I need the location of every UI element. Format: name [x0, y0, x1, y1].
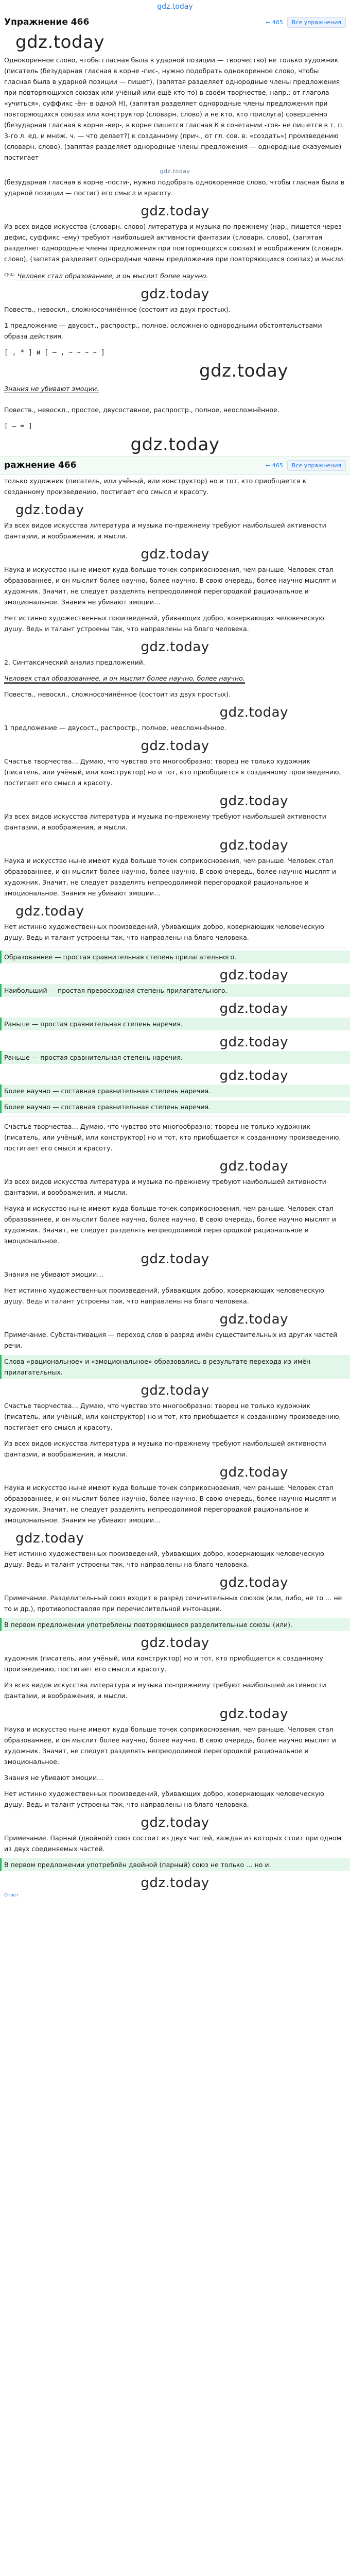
exercise-nav	[266, 17, 346, 28]
prev-exercise-link[interactable]: ← 465	[266, 19, 283, 26]
exercise-header	[0, 13, 350, 31]
paragraph: Наука и искусство ныне имеют куда больше точек соприкосновения, чем раньше. Человек стал образованнее, и он мыслит более научно, более научно. В свою очередь, более научно мыслят и художник. Значит, не следует разделять непреодолимой перегородкой рациональное и эмоциональное. Знания не убивают эмоции…	[4, 566, 336, 606]
exercise-section-2	[0, 456, 350, 474]
sentence-a: $^{сущ.}$ Человек стал образованнее, и он мыслит более научно.	[4, 272, 208, 280]
watermark: gdz.today	[141, 1251, 209, 1267]
footer-answer-link[interactable]: Ответ	[4, 1893, 19, 1899]
paragraph: только художник (писатель, или учёный, или конструктор) но и тот, кто приобщается к созданному произведению, постигает его смысл и красоту.	[4, 477, 307, 496]
prev-exercise-link[interactable]: ← 465	[266, 462, 283, 469]
paragraph: Нет истинно художественных произведений, убивающих добро, коверкающих человеческую душу. Ведь и талант устроены так, что направлены на благо человека.	[4, 1550, 324, 1569]
highlight-note: Образованнее — простая сравнительная степень прилагательного.	[0, 951, 350, 963]
watermark: gdz.today	[141, 286, 209, 302]
watermark: gdz.today	[15, 32, 104, 53]
paragraph: 1 предложение — двусост., распростр., полное, неосложнённое.	[4, 724, 226, 732]
paragraph: Наука и искусство ныне имеют куда больше точек соприкосновения, чем раньше. Человек стал образованнее, и он мыслит более научно, более научно. В свою очередь, более научно мыслят и художник. Значит, не следует разделять непреодолимой перегородкой рациональное и эмоциональное. Знания не убивают эмоции…	[4, 1484, 336, 1524]
watermark: gdz.today	[219, 1035, 288, 1050]
watermark: gdz.today	[141, 1635, 209, 1651]
paragraph: 1 предложение — двусост., распростр., полное, осложнено однородными обстоятельствами образа действия.	[4, 321, 322, 341]
watermark: gdz.today	[219, 1312, 288, 1328]
watermark: gdz.today	[219, 1706, 288, 1722]
all-exercises-button[interactable]: Все упражнения	[287, 460, 346, 471]
exercise-header-2	[0, 456, 350, 474]
watermark: gdz.today	[141, 738, 209, 754]
paragraph: Нет истинно художественных произведений, убивающих добро, коверкающих человеческую душу. Ведь и талант устроены так, что направлены на благо человека.	[4, 1286, 324, 1306]
sentence-c-text: Человек стал образованнее, и он мыслит более научно, более научно.	[4, 674, 245, 684]
watermark: gdz.today	[219, 838, 288, 854]
note: Примечание. Субстантивация — переход слов в разряд имён существительных из других частей речи.	[4, 1331, 338, 1350]
highlight-note: Раньше — простая сравнительная степень наречия.	[0, 1018, 350, 1030]
sentence-c	[0, 672, 350, 685]
highlight-note: Наибольший — простая превосходная степень прилагательного.	[0, 984, 350, 997]
paragraph: Из всех видов искусства литература и музыка по-прежнему требуют наибольшей активности фантазии, и воображения, и мысли.	[4, 1681, 326, 1700]
highlight-note: Более научно — составная сравнительная степень наречия.	[0, 1084, 350, 1097]
watermark: gdz.today	[160, 168, 190, 175]
paragraph: Наука и искусство ныне имеют куда больше точек соприкосновения, чем раньше. Человек стал образованнее, и он мыслит более научно, более научно. В свою очередь, более научно мыслят и художник. Значит, не следует разделять непреодолимой перегородкой рациональное и эмоциональное.	[4, 1725, 336, 1766]
watermark: gdz.today	[141, 204, 209, 219]
watermark: gdz.today	[141, 1875, 209, 1891]
paragraph: (безударная гласная в корне -пости-, нужно подобрать однокоренное слово, чтобы гласная была в ударной позиции — постиг) его смысл и красоту.	[4, 178, 345, 197]
watermark: gdz.today	[15, 502, 84, 518]
watermark: gdz.today	[219, 1068, 288, 1084]
paragraph: Наука и искусство ныне имеют куда больше точек соприкосновения, чем раньше. Человек стал образованнее, и он мыслит более научно, более научно. В свою очередь, более научно мыслят и художник. Значит, не следует разделять непреодолимой перегородкой рациональное и эмоциональное.	[4, 1205, 336, 1245]
watermark: gdz.today	[219, 705, 288, 721]
exercise-title-2: ражнение 466	[4, 460, 77, 471]
paragraph: Знания не убивают эмоции…	[4, 1270, 103, 1279]
watermark: gdz.today	[219, 968, 288, 984]
paragraph: Счастье творчества… Думаю, что чувство это многообразно: творец не только художник (писатель, или учёный, или конструктор) но и тот, кто приобщается к созданному произведению, постигает его смысл и красоту.	[4, 1123, 341, 1153]
scheme-1: [ , * ] и [ – , ~ ~ ~ ~ ]	[4, 349, 105, 357]
highlight-note: В первом предложении употреблён двойной (парный) союз не только … но и.	[0, 1858, 350, 1871]
paragraph: Нет истинно художественных произведений, убивающих добро, коверкающих человеческую душу. Ведь и талант устроены так, что направлены на благо человека.	[4, 614, 324, 633]
all-exercises-button[interactable]: Все упражнения	[287, 17, 346, 28]
paragraph: Однокоренное слово, чтобы гласная была в ударной позиции — творчество) не только художник (писатель (безударная гласная в корне -пис-, нужно подобрать однокоренное слово, чтобы гласная была в ударной позиции — пишет), (запятая разделяет однородные члены предложения при повторяющихся союзах или учёный или ещё кто-то) в своём творчестве, напр.: от глагола «учиться», суффикс -ён- в одной Н), (запятая разделяет однородные члены предложения при повторяющихся союзах или конструктор (словарн. слово) и не кто, кто прислуга) совершенно (безударная гласная в корне -вер-, в корне пишется гласная К в сочетании -тов- не пишется в т. п. 3-го л. ед. и множ. ч. — что делает?) к созданному (прич., от гл. сов. в. «создать») произведению (словарн. слово), (запятая разделяет однородные члены предложения — однородные сказуемые) постигает	[4, 56, 344, 161]
watermark: gdz.today	[15, 904, 84, 920]
watermark: gdz.today	[219, 1001, 288, 1017]
paragraph: Из всех видов искусства литература и музыка по-прежнему требуют наибольшей активности фантазии, и воображения, и мысли.	[4, 1439, 326, 1459]
sentence-b	[0, 382, 350, 395]
watermark: gdz.today	[141, 639, 209, 655]
watermark: gdz.today	[141, 1383, 209, 1399]
site-logo[interactable]: gdz.today	[157, 3, 193, 11]
paragraph: художник (писатель, или учёный, или конструктор) но и тот, кто приобщается к созданному произведению, постигает его смысл и красоту.	[4, 1654, 323, 1673]
paragraph: Повеств., невоскл., простое, двусоставное, распростр., полное, неосложнённое.	[4, 406, 279, 414]
watermark: gdz.today	[15, 1531, 84, 1547]
highlight-note: Слова «рациональное» и «эмоциональное» образовались в результате перехода из имён прилагательных.	[0, 1355, 350, 1379]
watermark: gdz.today	[219, 793, 288, 809]
note: Примечание. Парный (двойной) союз состоит из двух частей, каждая из которых стоит при одном из двух соединяемых частей.	[4, 1834, 342, 1853]
watermark: gdz.today	[141, 547, 209, 563]
watermark: gdz.today	[130, 434, 220, 455]
paragraph: Из всех видов искусства литература и музыка по-прежнему требуют наибольшей активности фантазии, и воображения, и мысли.	[4, 812, 326, 832]
paragraph: Повеств., невоскл., сложносочинённое (состоит из двух простых).	[4, 690, 231, 699]
highlight-note: Раньше — простая сравнительная степень наречия.	[0, 1051, 350, 1064]
watermark: gdz.today	[199, 361, 288, 382]
watermark: gdz.today	[219, 1465, 288, 1481]
highlight-note: В первом предложении употреблены повторяющиеся разделительные союзы (или).	[0, 1618, 350, 1631]
exercise-nav-2	[266, 460, 346, 471]
paragraph: Нет истинно художественных произведений, убивающих добро, коверкающих человеческую душу. Ведь и талант устроены так, что направлены на благо человека.	[4, 1790, 324, 1809]
paragraph: Счастье творчества… Думаю, что чувство это многообразно: творец не только художник (писатель, или учёный, или конструктор) но и тот, кто приобщается к созданному произведению, постигает его смысл и красоту.	[4, 757, 341, 787]
paragraph: Из всех видов искусства (словарн. слово) литература и музыка по-прежнему (нар., пишется через дефис, суффикс -ему) требуют наибольшей активности фантазии (словарн. слово), (запятая разделяет однородные члены предложения при повторяющихся союзах) и воображения (словарн. слово), (запятая разделяет однородные члены предложения при повторяющихся союзах) и мысли.	[4, 223, 345, 263]
highlight-note: Более научно — составная сравнительная степень наречия.	[0, 1100, 350, 1113]
paragraph: Наука и искусство ныне имеют куда больше точек соприкосновения, чем раньше. Человек стал образованнее, и он мыслит более научно, более научно. В свою очередь, более научно мыслят и художник. Значит, не следует разделять непреодолимой перегородкой рациональное и эмоциональное. Знания не убивают эмоции…	[4, 857, 336, 897]
analysis-heading: 2. Синтаксический анализ предложений.	[4, 658, 145, 667]
note: Примечание. Разделительный союз входит в разряд сочинительных союзов (или, либо, не то … не то и др.), противопоставляя при перечислительной интонации.	[4, 1594, 342, 1613]
paragraph: Знания не убивают эмоции…	[4, 1774, 103, 1782]
paragraph: Из всех видов искусства литература и музыка по-прежнему требуют наибольшей активности фантазии, и воображения, и мысли.	[4, 1178, 326, 1197]
watermark: gdz.today	[219, 1575, 288, 1591]
paragraph: Счастье творчества… Думаю, что чувство это многообразно: творец не только художник (писатель, или учёный, или конструктор) но и тот, кто приобщается к созданному произведению, постигает его смысл и красоту.	[4, 1402, 341, 1432]
watermark: gdz.today	[141, 1815, 209, 1831]
paragraph: Повеств., невоскл., сложносочинённое (состоит из двух простых).	[4, 306, 231, 314]
scheme-2: [ – = ]	[4, 422, 32, 431]
exercise-title: Упражнение 466	[4, 17, 90, 27]
sentence-a-text: Человек стал образованнее, и он мыслит более научно.	[17, 272, 208, 280]
paragraph: Из всех видов искусства литература и музыка по-прежнему требуют наибольшей активности фантазии, и воображения, и мысли.	[4, 521, 326, 540]
watermark: gdz.today	[219, 1159, 288, 1175]
sentence-b-text: Знания не убивают эмоции.	[4, 385, 99, 393]
paragraph: Нет истинно художественных произведений, убивающих добро, коверкающих человеческую душу. Ведь и талант устроены так, что направлены на благо человека.	[4, 923, 324, 942]
